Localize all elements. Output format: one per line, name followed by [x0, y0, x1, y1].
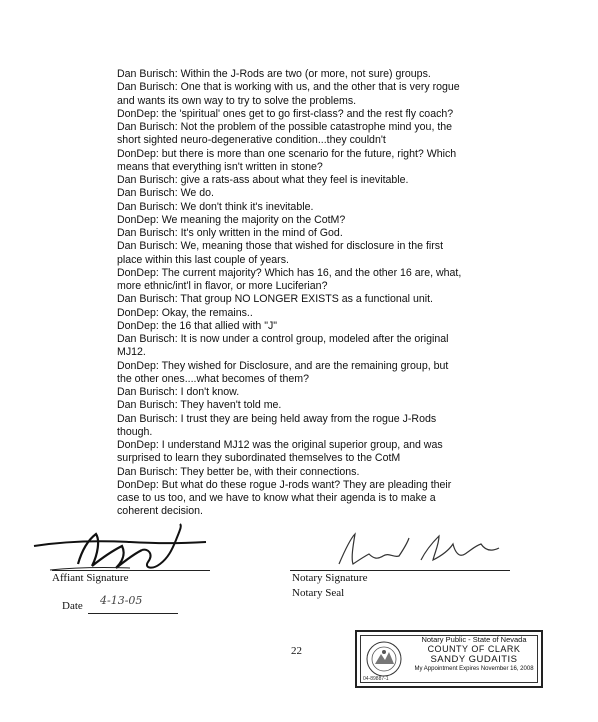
transcript-line: DonDep: I understand MJ12 was the original superior group, and was — [117, 439, 443, 451]
transcript-line: DonDep: the 'spiritual' ones get to go first-class? and the rest fly coach? — [117, 107, 454, 120]
transcript-line: Dan Burisch: I don't know. — [117, 386, 240, 398]
transcript-line: DonDep: We meaning the majority on the CotM? — [117, 213, 346, 226]
date-line — [88, 613, 178, 614]
transcript-line: DonDep: They wished for Disclosure, and are the remaining group, but — [117, 359, 449, 372]
notary-stamp-line-1: Notary Public - State of Nevada — [421, 635, 527, 644]
transcript-line: place within this last couple of years. — [117, 253, 289, 266]
transcript-line: Dan Burisch: Not the problem of the possible catastrophe mind you, the — [117, 121, 453, 133]
transcript-line: Dan Burisch: Within the J-Rods are two (or more, not sure) groups. — [117, 68, 431, 80]
transcript-line: Dan Burisch: One that is working with us, and the other that is very rogue — [117, 81, 460, 94]
transcript-line: MJ12. — [117, 346, 146, 359]
affiant-signature-label: Affiant Signature — [52, 572, 129, 584]
transcript-line: more ethnic/int'l in flavor, or more Luciferian? — [117, 280, 328, 292]
transcript-line: DonDep: Okay, the remains.. — [117, 306, 253, 319]
transcript-line: DonDep: but there is more than one scenario for the future, right? Which — [117, 147, 457, 160]
affiant-signature-line — [52, 570, 210, 571]
transcript-line: case to us too, and we have to know what their agenda is to make a — [117, 492, 436, 504]
notary-stamp-line-2: COUNTY OF CLARK — [427, 644, 521, 654]
transcript-line: Dan Burisch: That group NO LONGER EXISTS as a functional unit. — [117, 293, 433, 306]
transcript-line: Dan Burisch: I trust they are being held away from the rogue J-Rods — [117, 412, 437, 425]
transcript-line: Dan Burisch: We, meaning those that wished for disclosure in the first — [117, 240, 444, 253]
transcript-line: Dan Burisch: It's only written in the mind of God. — [117, 227, 343, 239]
notary-stamp-number: 04-89887-1 — [363, 676, 389, 682]
transcript-line: though. — [117, 425, 153, 438]
transcript-line: DonDep: the 16 that allied with "J" — [117, 319, 278, 332]
notary-stamp — [355, 630, 543, 688]
transcript-line: short sighted neuro-degenerative condition...they couldn't — [117, 134, 386, 147]
date-label: Date — [62, 600, 83, 612]
transcript-line: surprised to learn they subordinated themselves to the CotM — [117, 452, 401, 465]
notary-stamp-line-3: SANDY GUDAITIS — [430, 654, 518, 665]
transcript-line: DonDep: But what do these rogue J-rods want? They are pleading their — [117, 478, 452, 491]
notary-signature-scribble — [335, 530, 505, 572]
transcript-line: Dan Burisch: It is now under a control group, modeled after the original — [117, 333, 449, 345]
transcript-body — [117, 68, 525, 519]
affiant-signature-scribble — [30, 520, 210, 580]
transcript-line: DonDep: The current majority? Which has 16, and the other 16 are, what, — [117, 266, 462, 279]
notary-signature-label: Notary Signature — [292, 572, 368, 584]
transcript-line: Dan Burisch: They better be, with their connections. — [117, 465, 360, 478]
notary-stamp-text — [409, 635, 539, 674]
transcript-line: Dan Burisch: We don't think it's inevitable. — [117, 200, 314, 213]
transcript-line: Dan Burisch: They haven't told me. — [117, 399, 282, 412]
page-number: 22 — [291, 645, 302, 657]
transcript-line: coherent decision. — [117, 505, 203, 518]
notary-stamp-line-4: My Appointment Expires November 16, 2008 — [414, 666, 534, 672]
transcript-line: Dan Burisch: give a rats-ass about what they feel is inevitable. — [117, 174, 409, 186]
transcript-line: the other ones....what becomes of them? — [117, 372, 309, 385]
transcript-line: Dan Burisch: We do. — [117, 187, 214, 200]
date-value: 4-13-05 — [100, 594, 143, 607]
transcript-line: means that everything isn't written in stone? — [117, 160, 323, 173]
notary-signature-line — [290, 570, 510, 571]
state-seal-icon — [365, 640, 403, 678]
notary-seal-label: Notary Seal — [292, 587, 345, 599]
transcript-line: and wants its own way to try to solve the problems. — [117, 94, 357, 107]
